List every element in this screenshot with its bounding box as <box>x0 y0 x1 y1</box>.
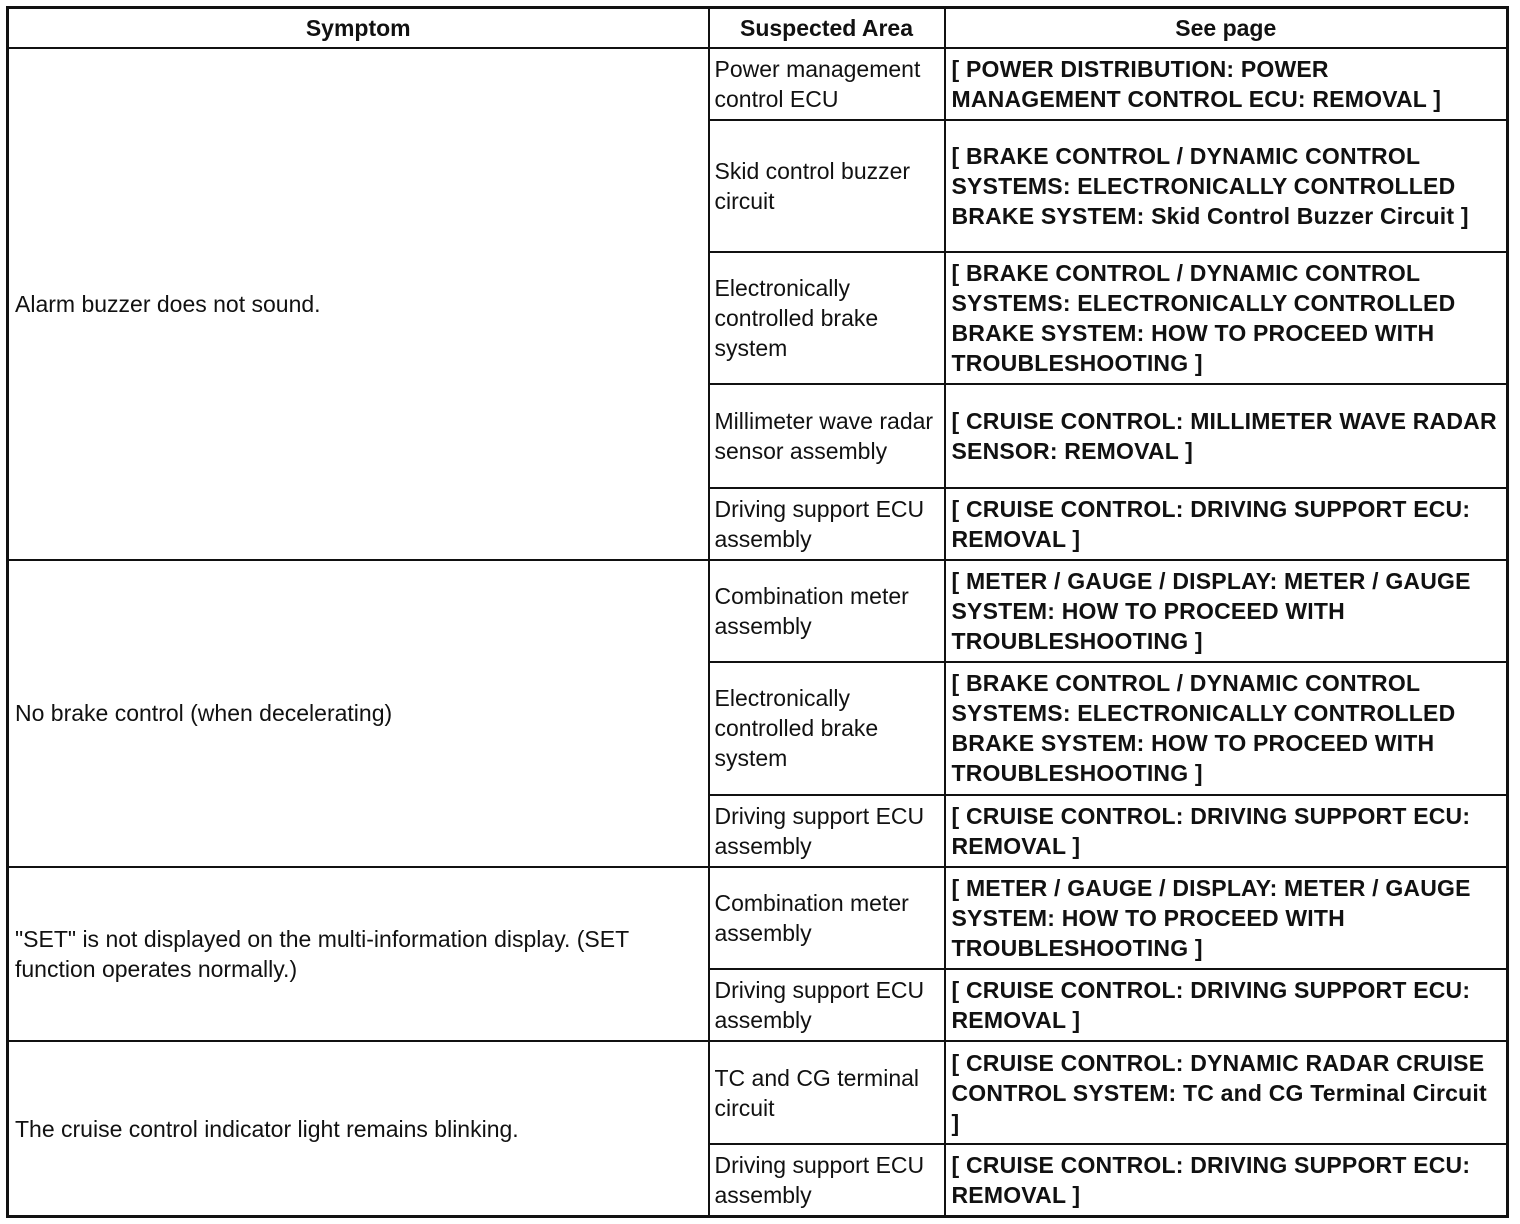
suspected-area-cell: Driving support ECU assembly <box>709 795 945 867</box>
suspected-area-cell: TC and CG terminal circuit <box>709 1041 945 1144</box>
table-row <box>8 48 1508 120</box>
see-page-link[interactable]: [ BRAKE CONTROL / DYNAMIC CONTROL SYSTEMS: ELECTRONICALLY CONTROLLED BRAKE SYSTEM: Skid Control Buzzer Circuit ] <box>945 120 1508 252</box>
see-page-link[interactable]: [ CRUISE CONTROL: DRIVING SUPPORT ECU: REMOVAL ] <box>945 1144 1508 1216</box>
suspected-area-cell: Combination meter assembly <box>709 560 945 662</box>
suspected-area-cell: Electronically controlled brake system <box>709 252 945 384</box>
symptom-cell: Alarm buzzer does not sound. <box>8 48 709 560</box>
table-row <box>8 1041 1508 1144</box>
see-page-link[interactable]: [ METER / GAUGE / DISPLAY: METER / GAUGE SYSTEM: HOW TO PROCEED WITH TROUBLESHOOTING ] <box>945 560 1508 662</box>
suspected-area-cell: Driving support ECU assembly <box>709 969 945 1041</box>
symptom-cell: The cruise control indicator light remains blinking. <box>8 1041 709 1216</box>
suspected-area-cell: Combination meter assembly <box>709 867 945 969</box>
see-page-link[interactable]: [ CRUISE CONTROL: DRIVING SUPPORT ECU: REMOVAL ] <box>945 488 1508 560</box>
see-page-link[interactable]: [ POWER DISTRIBUTION: POWER MANAGEMENT CONTROL ECU: REMOVAL ] <box>945 48 1508 120</box>
header-symptom: Symptom <box>8 8 709 49</box>
suspected-area-cell: Power management control ECU <box>709 48 945 120</box>
see-page-link[interactable]: [ BRAKE CONTROL / DYNAMIC CONTROL SYSTEMS: ELECTRONICALLY CONTROLLED BRAKE SYSTEM: HOW TO PROCEED WITH TROUBLESHOOTING ] <box>945 662 1508 795</box>
table-row <box>8 560 1508 662</box>
header-row <box>8 8 1508 49</box>
see-page-link[interactable]: [ CRUISE CONTROL: DYNAMIC RADAR CRUISE CONTROL SYSTEM: TC and CG Terminal Circuit ] <box>945 1041 1508 1144</box>
see-page-link[interactable]: [ CRUISE CONTROL: MILLIMETER WAVE RADAR SENSOR: REMOVAL ] <box>945 384 1508 487</box>
see-page-link[interactable]: [ METER / GAUGE / DISPLAY: METER / GAUGE SYSTEM: HOW TO PROCEED WITH TROUBLESHOOTING ] <box>945 867 1508 969</box>
see-page-link[interactable]: [ CRUISE CONTROL: DRIVING SUPPORT ECU: REMOVAL ] <box>945 795 1508 867</box>
symptom-cell: No brake control (when decelerating) <box>8 560 709 867</box>
see-page-link[interactable]: [ BRAKE CONTROL / DYNAMIC CONTROL SYSTEMS: ELECTRONICALLY CONTROLLED BRAKE SYSTEM: HOW TO PROCEED WITH TROUBLESHOOTING ] <box>945 252 1508 384</box>
suspected-area-cell: Driving support ECU assembly <box>709 1144 945 1216</box>
suspected-area-cell: Driving support ECU assembly <box>709 488 945 560</box>
table-row <box>8 867 1508 969</box>
suspected-area-cell: Electronically controlled brake system <box>709 662 945 795</box>
header-see-page: See page <box>945 8 1508 49</box>
suspected-area-cell: Skid control buzzer circuit <box>709 120 945 252</box>
troubleshooting-table <box>6 6 1509 1218</box>
symptom-cell: "SET" is not displayed on the multi-information display. (SET function operates normally.) <box>8 867 709 1041</box>
suspected-area-cell: Millimeter wave radar sensor assembly <box>709 384 945 487</box>
header-suspected-area: Suspected Area <box>709 8 945 49</box>
see-page-link[interactable]: [ CRUISE CONTROL: DRIVING SUPPORT ECU: REMOVAL ] <box>945 969 1508 1041</box>
